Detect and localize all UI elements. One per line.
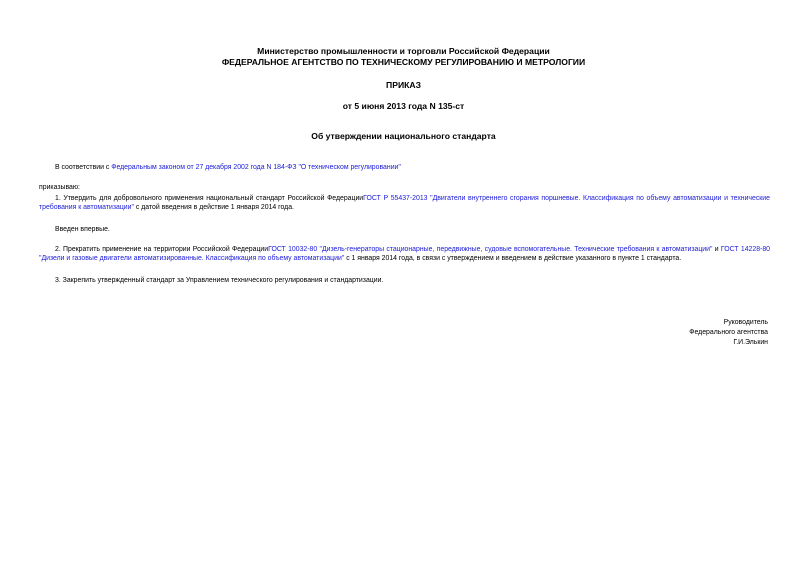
intro-text: В соответствии с (55, 164, 112, 171)
item-2-paragraph (39, 245, 770, 263)
ministry-heading: Министерство промышленности и торговли Российской Федерации (257, 46, 550, 56)
item-1-suffix: с датой введения в действие 1 января 2014 года. (133, 204, 294, 212)
signature-organization: Федерального агентства (689, 329, 768, 336)
introduced-note: Введен впервые. (55, 226, 110, 233)
gost-r-55437-link[interactable]: ГОСТ Р 55437-2013 "Двигатели внутреннего сгорания поршневые. Классификация по объему автоматизации и технические требования к автоматизации" (39, 195, 770, 212)
order-word: приказываю: (39, 184, 80, 191)
document-title: Об утверждении национального стандарта (311, 131, 496, 141)
signature-title: Руководитель (723, 319, 768, 326)
item-2-suffix: с 1 января 2014 года, в связи с утверждением и введением в действие указанного в пункте 1 стандарта. (344, 255, 682, 263)
item-3-paragraph: 3. Закрепить утвержденный стандарт за Управлением технического регулирования и стандартизации. (55, 277, 384, 284)
signature-name: Г.И.Элькин (733, 339, 768, 346)
item-1-paragraph (39, 194, 770, 212)
item-2-mid: и (712, 246, 721, 253)
item-2-text: 2. Прекратить применение на территории Российской Федерации (55, 246, 269, 253)
document-date-number: от 5 июня 2013 года N 135-ст (342, 101, 465, 111)
federal-law-link[interactable]: Федеральным законом от 27 декабря 2002 года N 184-ФЗ "О техническом регулировании" (111, 164, 401, 171)
document-type: ПРИКАЗ (386, 80, 421, 90)
gost-10032-link[interactable]: ГОСТ 10032-80 "Дизель-генераторы стационарные, передвижные, судовые вспомогательные. Технические требования к автоматизации" (268, 246, 713, 253)
intro-paragraph (55, 163, 401, 172)
gost-14228-link[interactable]: ГОСТ 14228-80 "Дизели и газовые двигатели автоматизированные. Классификация по объему автоматизации" (39, 246, 770, 263)
agency-heading: ФЕДЕРАЛЬНОЕ АГЕНТСТВО ПО ТЕХНИЧЕСКОМУ РЕГУЛИРОВАНИЮ И МЕТРОЛОГИИ (221, 57, 586, 67)
item-1-text: 1. Утвердить для добровольного применения национальный стандарт Российской Федерации (55, 195, 364, 202)
